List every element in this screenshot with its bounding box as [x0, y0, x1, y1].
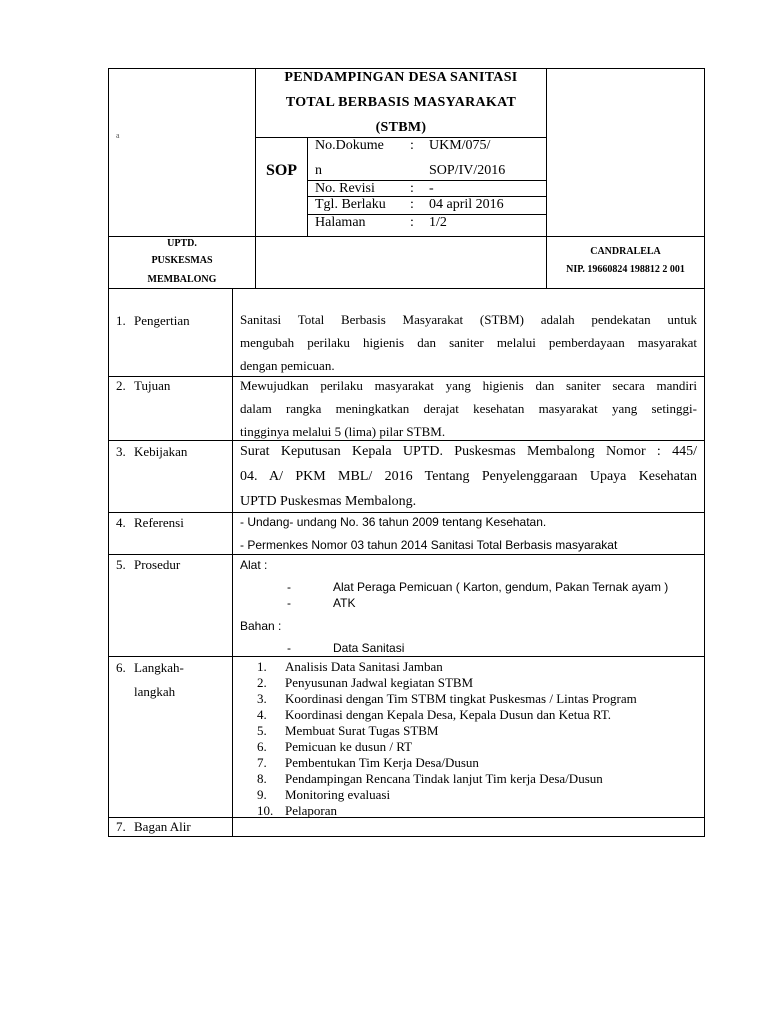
prosedur-alat-label: Alat :	[240, 558, 268, 572]
docinfo-label-3: No. Revisi	[315, 181, 375, 196]
section-number-langkah: 6.	[116, 660, 126, 675]
section-number-pengertian: 1.	[116, 313, 126, 328]
docinfo-colon-4: :	[410, 197, 414, 212]
list-item: 5. Membuat Surat Tugas STBM	[257, 723, 439, 738]
docinfo-label-2: n	[315, 163, 322, 178]
section-label-langkah-line-1: Langkah-	[134, 660, 184, 675]
section-label-bagan: Bagan Alir	[134, 819, 191, 834]
tujuan-text-line-3: tingginya melalui 5 (lima) pilar STBM.	[240, 424, 446, 439]
docinfo-value-3: -	[429, 181, 434, 196]
section-number-prosedur: 5.	[116, 557, 126, 572]
docinfo-label-4: Tgl. Berlaku	[315, 197, 386, 212]
list-item: 6. Pemicuan ke dusun / RT	[257, 739, 413, 754]
referensi-item-1: - Undang- undang No. 36 tahun 2009 tentang Kesehatan.	[240, 515, 547, 529]
header-bottom-divider	[108, 288, 705, 289]
row-divider-5	[108, 656, 705, 657]
alat-item-1: Alat Peraga Pemicuan ( Karton, gendum, Pakan Ternak ayam )	[333, 580, 669, 594]
document-title-line-2: TOTAL BERBASIS MASYARAKAT	[285, 95, 517, 110]
section-label-tujuan: Tujuan	[134, 378, 171, 393]
pengertian-text-line-3: dengan pemicuan.	[240, 358, 335, 373]
section-number-kebijakan: 3.	[116, 444, 126, 459]
pengertian-text-line-2: mengubah perilaku higienis dan saniter melalui pemberdayaan masyarakat	[240, 335, 697, 350]
tujuan-text-line-1: Mewujudkan perilaku masyarakat yang higienis dan saniter secara mandiri	[240, 378, 697, 393]
document-title-line-3: (STBM)	[375, 120, 427, 135]
list-item: 4. Koordinasi dengan Kepala Desa, Kepala Dusun dan Ketua RT.	[257, 707, 612, 722]
docinfo-label-5: Halaman	[315, 215, 366, 230]
section-number-referensi: 4.	[116, 515, 126, 530]
docinfo-label-1: No.Dokume	[315, 138, 384, 153]
logo-icon: a	[116, 131, 120, 140]
section-label-prosedur: Prosedur	[134, 557, 181, 572]
org-name-line-2: PUSKESMAS	[151, 255, 213, 266]
section-number-tujuan: 2.	[116, 378, 126, 393]
list-item: 7. Pembentukan Tim Kerja Desa/Dusun	[257, 755, 479, 770]
section-label-pengertian: Pengertian	[134, 313, 190, 328]
referensi-item-2: - Permenkes Nomor 03 tahun 2014 Sanitasi Total Berbasis masyarakat	[240, 538, 618, 552]
list-item: 10. Pelaporan	[257, 803, 337, 818]
docinfo-value-2: SOP/IV/2016	[429, 163, 506, 178]
list-item: 9. Monitoring evaluasi	[257, 787, 391, 802]
section-label-langkah-line-2: langkah	[134, 684, 176, 699]
alat-item-2: ATK	[333, 596, 356, 610]
kebijakan-text-line-2: 04. A/ PKM MBL/ 2016 Tentang Penyelenggaraan Upaya Kesehatan	[240, 469, 697, 484]
docinfo-divider-vertical	[307, 137, 308, 237]
document-title-line-1: PENDAMPINGAN DESA SANITASI	[284, 70, 518, 85]
body-column-divider	[232, 288, 233, 837]
tujuan-text-line-2: dalam rangka meningkatkan derajat kesehatan masyarakat yang setinggi-	[240, 401, 697, 416]
table-border-right	[704, 68, 705, 837]
docinfo-value-5: 1/2	[429, 215, 447, 230]
list-item: 8. Pendampingan Rencana Tindak lanjut Tim kerja Desa/Dusun	[257, 771, 603, 786]
docinfo-line-top	[255, 137, 547, 138]
langkah-list	[240, 659, 700, 819]
docinfo-colon-3: :	[410, 181, 414, 196]
kebijakan-text-line-3: UPTD Puskesmas Membalong.	[240, 494, 417, 509]
alat-item-1-bullet: -	[287, 580, 291, 594]
table-border-bottom	[108, 836, 705, 837]
org-name-line-3: MEMBALONG	[147, 274, 217, 285]
table-border-left	[108, 68, 109, 837]
docinfo-value-4: 04 april 2016	[429, 197, 504, 212]
alat-item-2-bullet: -	[287, 596, 291, 610]
bahan-item-1-bullet: -	[287, 641, 291, 655]
section-label-kebijakan: Kebijakan	[134, 444, 188, 459]
row-divider-4	[108, 554, 705, 555]
section-number-bagan: 7.	[116, 819, 126, 834]
docinfo-value-1: UKM/075/	[429, 138, 491, 153]
sop-label: SOP	[265, 162, 298, 179]
docinfo-colon-5: :	[410, 215, 414, 230]
signer-name: CANDRALELA	[590, 246, 661, 257]
signer-nip: NIP. 19660824 198812 2 001	[566, 264, 685, 275]
bahan-item-1: Data Sanitasi	[333, 641, 405, 655]
table-border-top	[108, 68, 705, 69]
kebijakan-text-line-1: Surat Keputusan Kepala UPTD. Puskesmas Membalong Nomor : 445/	[240, 444, 697, 459]
docinfo-colon-1: :	[410, 138, 414, 153]
section-label-referensi: Referensi	[134, 515, 184, 530]
header-row-divider	[108, 236, 705, 237]
list-item: 3. Koordinasi dengan Tim STBM tingkat Puskesmas / Lintas Program	[257, 691, 637, 706]
org-name-line-1: UPTD.	[167, 238, 197, 249]
prosedur-bahan-label: Bahan :	[240, 619, 282, 633]
list-item: 1. Analisis Data Sanitasi Jamban	[257, 659, 443, 674]
pengertian-text-line-1: Sanitasi Total Berbasis Masyarakat (STBM) adalah pendekatan untuk	[240, 312, 697, 327]
list-item: 2. Penyusunan Jadwal kegiatan STBM	[257, 675, 474, 690]
